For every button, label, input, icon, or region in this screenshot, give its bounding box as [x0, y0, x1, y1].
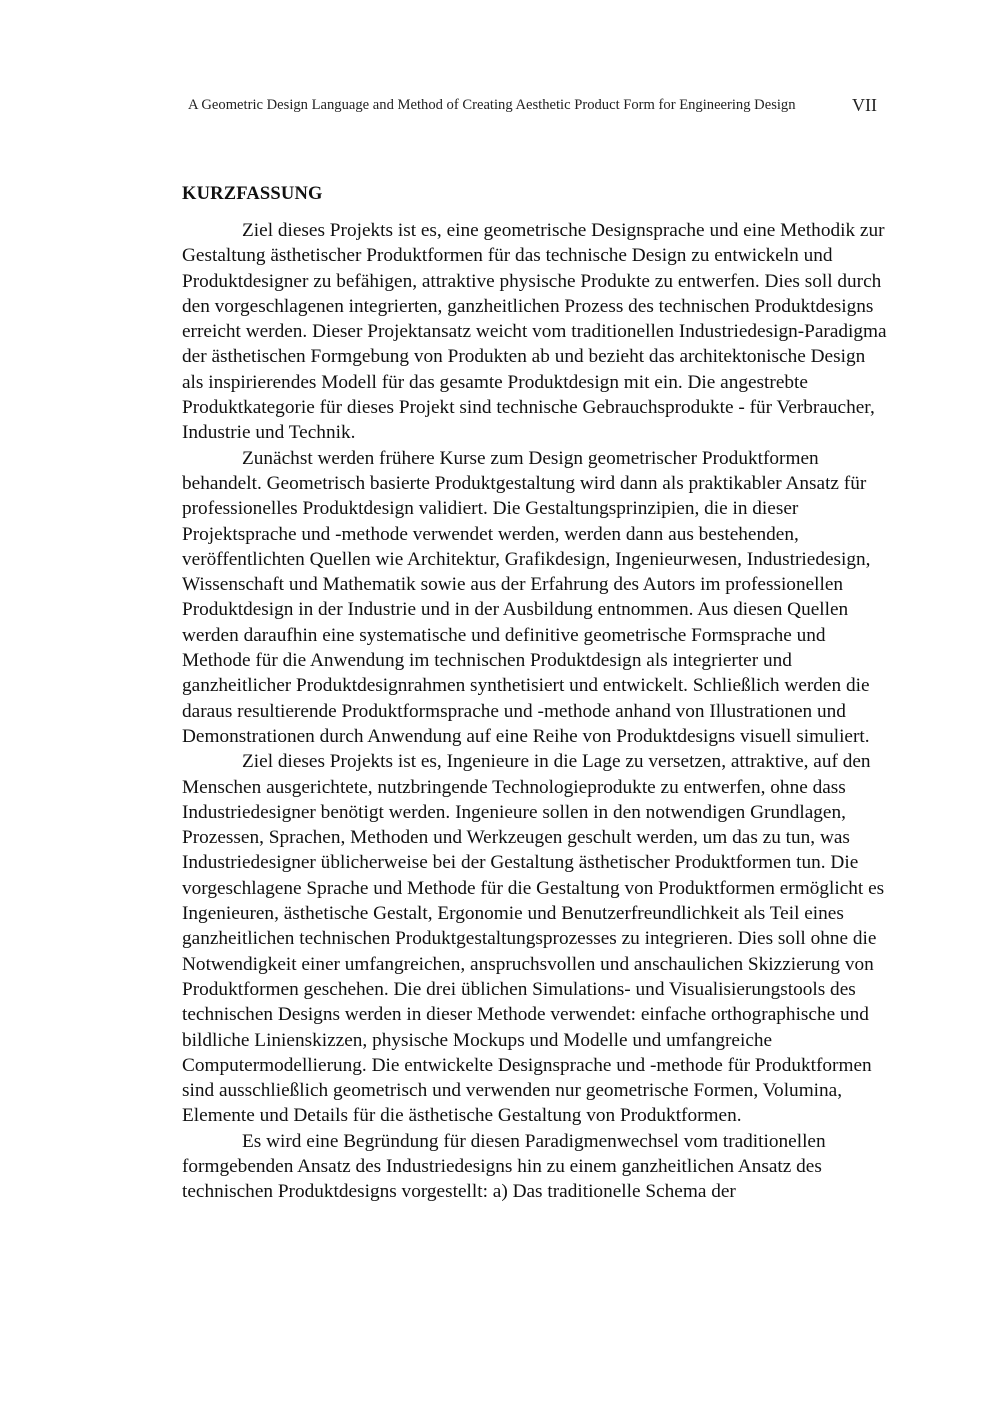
paragraph: Ziel dieses Projekts ist es, eine geometrische Designsprache und eine Methodik zur Gestaltung ästhetischer Produktformen für das technische Design zu entwickeln und Produktdesigner zu befähigen, attraktive physische Produkte zu entwerfen. Dies soll durch den vorgeschlagenen integrierten, ganzheitlichen Prozess des technischen Produktdesigns erreicht werden. Dieser Projektansatz weicht vom traditionellen Industriedesign-Paradigma der ästhetischen Formgebung von Produkten ab und bezieht das architektonische Design als inspirierendes Modell für das gesamte Produktdesign mit ein. Die angestrebte Produktkategorie für dieses Projekt sind technische Gebrauchsprodukte - für Verbraucher, Industrie und Technik.	[182, 220, 887, 444]
paragraph: Es wird eine Begründung für diesen Paradigmenwechsel vom traditionellen formgebenden Ansatz des Industriedesigns hin zu einem ganzheitlichen Ansatz des technischen Produktdesigns vorgestellt: a) Das traditionelle Schema der	[182, 1130, 826, 1203]
section-heading: KURZFASSUNG	[182, 184, 323, 204]
paragraph: Zunächst werden frühere Kurse zum Design geometrischer Produktformen behandelt. Geometrisch basierte Produktgestaltung wird dann als praktikabler Ansatz für professionelles Produktdesign validiert. Die Gestaltungsprinzipien, die in dieser Projektsprache und -methode verwendet werden, werden dann aus bestehenden, veröffentlichten Quellen wie Architektur, Grafikdesign, Ingenieurwesen, Industriedesign, Wissenschaft und Mathematik sowie aus der Erfahrung des Autors im professionellen Produktdesign in der Industrie und in der Ausbildung entnommen. Aus diesen Quellen werden daraufhin eine systematische und definitive geometrische Formsprache und Methode für die Anwendung im technischen Produktdesign als integrierter und ganzheitlicher Produktdesignrahmen synthetisiert und entwickelt. Schließlich werden die daraus resultierende Produktformsprache und -methode anhand von Illustrationen und Demonstrationen durch Anwendung auf eine Reihe von Produktdesigns visuell simuliert.	[182, 447, 871, 747]
page-number: VII	[852, 95, 877, 115]
body-text	[182, 218, 888, 1205]
paragraph: Ziel dieses Projekts ist es, Ingenieure in die Lage zu versetzen, attraktive, auf den Menschen ausgerichtete, nutzbringende Technologieprodukte zu entwerfen, ohne dass Industriedesigner benötigt werden. Ingenieure sollen in den notwendigen Grundlagen, Prozessen, Sprachen, Methoden und Werkzeugen geschult werden, um das zu tun, was Industriedesigner üblicherweise bei der Gestaltung ästhetischer Produktformen tun. Die vorgeschlagene Sprache und Methode für die Gestaltung von Produktformen ermöglicht es Ingenieuren, ästhetische Gestalt, Ergonomie und Benutzerfreundlichkeit als Teil eines ganzheitlichen technischen Produktgestaltungsprozesses zu integrieren. Dies soll ohne die Notwendigkeit einer umfangreichen, anspruchsvollen und anschaulichen Skizzierung von Produktformen geschehen. Die drei üblichen Simulations- und Visualisierungstools des technischen Designs werden in dieser Methode verwendet: einfache orthographische und bildliche Linienskizzen, physische Mockups und Modelle und umfangreiche Computermodellierung. Die entwickelte Designsprache und -methode für Produktformen sind ausschließlich geometrisch und verwenden nur geometrische Formen, Volumina, Elemente und Details für die ästhetische Gestaltung von Produktformen.	[182, 751, 885, 1127]
running-header-title: A Geometric Design Language and Method of Creating Aesthetic Product Form for Engineering Design	[188, 97, 796, 113]
